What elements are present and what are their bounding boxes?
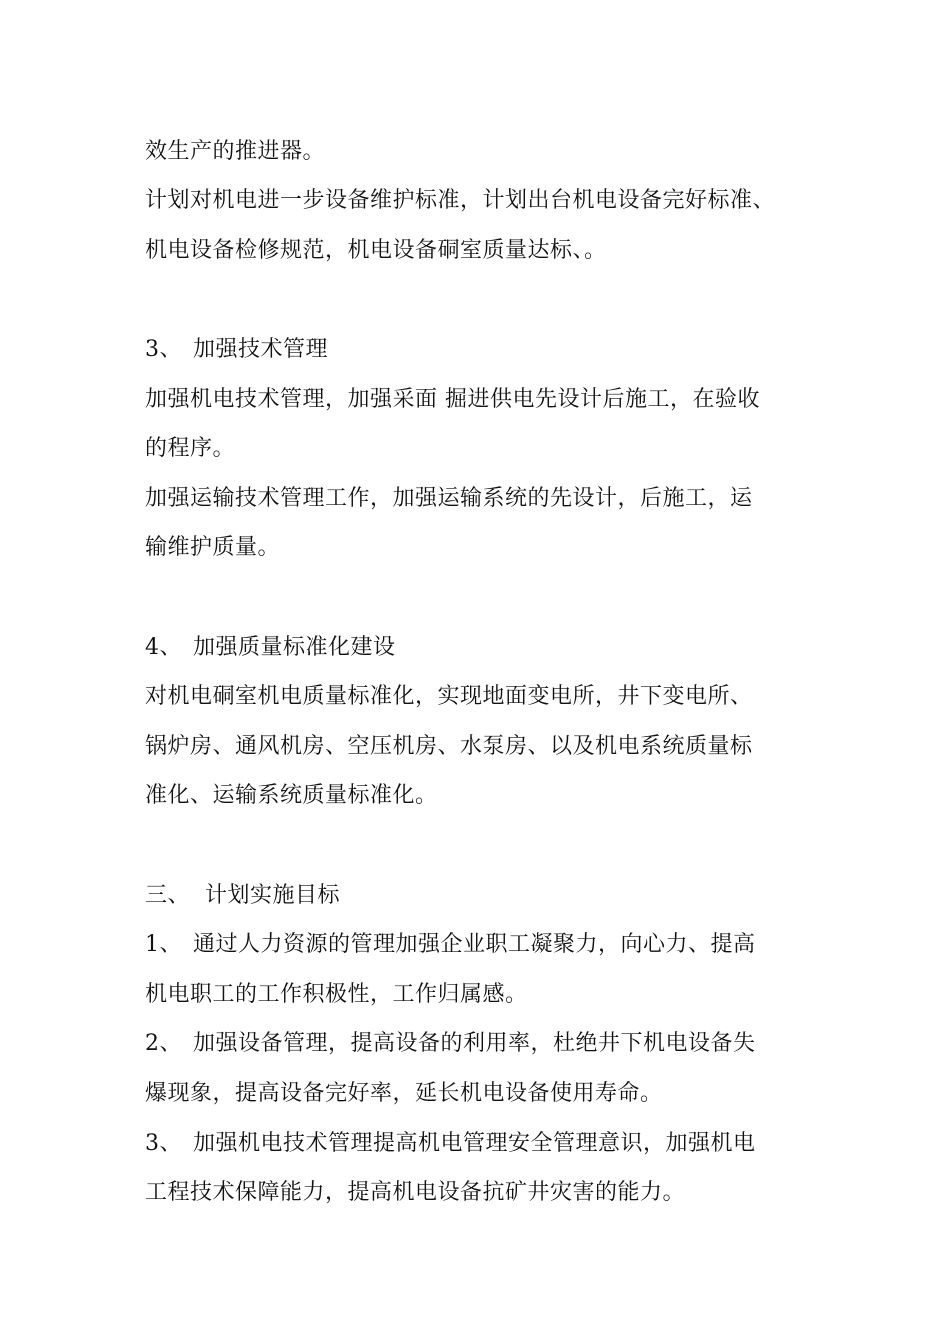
paragraph-line: 准化、运输系统质量标准化。 [145,783,438,808]
paragraph-line: 的程序。 [145,436,236,461]
goal-item-2 [145,1029,756,1059]
paragraph-line: 效生产的推进器。 [145,139,326,164]
paragraph-line: 加强运输技术管理工作，加强运输系统的先设计，后施工，运 [145,486,753,511]
paragraph-line: 工程技术保障能力，提高机电设备抗矿井灾害的能力。 [145,1180,686,1205]
goal-number: 3、 [145,1131,182,1156]
paragraph-line: 输维护质量。 [145,535,281,560]
paragraph-line: 加强机电技术管理，加强采面 掘进供电先设计后施工，在验收 [145,387,760,412]
heading-text: 计划实施目标 [205,883,341,908]
heading-text: 加强质量标准化建设 [193,635,396,660]
heading-number: 3、 [145,337,182,362]
goal-text: 加强机电技术管理提高机电管理安全管理意识，加强机电 [193,1131,756,1156]
paragraph-line: 机电设备检修规范，机电设备硐室质量达标、。 [145,238,607,263]
paragraph-line: 爆现象，提高设备完好率，延长机电设备使用寿命。 [145,1081,663,1106]
section-heading-3 [145,335,328,365]
heading-number: 4、 [145,635,182,660]
heading-number: 三、 [145,883,191,908]
section-heading-4 [145,633,396,663]
section-heading-three [145,881,340,911]
goal-number: 2、 [145,1031,182,1056]
goal-text: 通过人力资源的管理加强企业职工凝聚力，向心力、提高 [193,932,756,957]
paragraph-line: 锅炉房、通风机房、空压机房、水泵房、以及机电系统质量标 [145,734,753,759]
goal-text: 加强设备管理，提高设备的利用率，杜绝井下机电设备失 [193,1031,756,1056]
goal-item-3 [145,1129,756,1159]
paragraph-line: 计划对机电进一步设备维护标准，计划出台机电设备完好标准、 [145,188,776,213]
goal-number: 1、 [145,932,182,957]
paragraph-line: 机电职工的工作积极性，工作归属感。 [145,982,528,1007]
heading-text: 加强技术管理 [193,337,329,362]
goal-item-1 [145,930,756,960]
paragraph-line: 对机电硐室机电质量标准化，实现地面变电所，井下变电所、 [145,684,753,709]
